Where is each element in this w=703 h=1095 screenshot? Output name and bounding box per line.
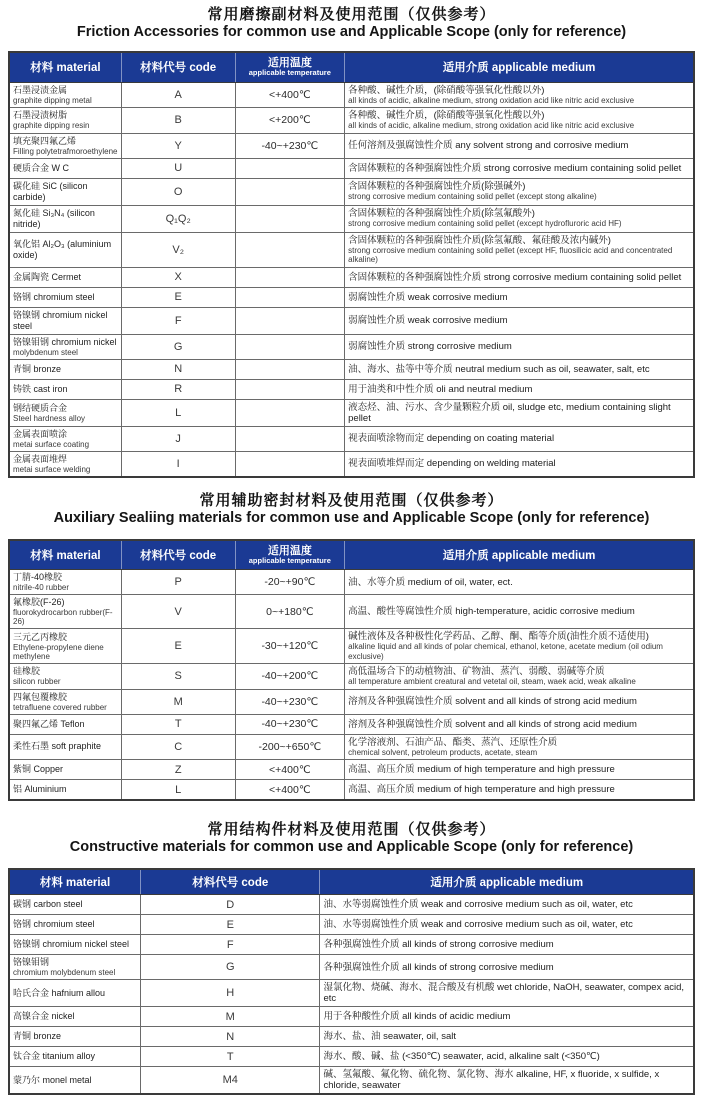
medium-text-zh: 弱腐蚀性介质 weak corrosive medium xyxy=(348,291,508,303)
code-cell: R xyxy=(121,379,235,399)
medium-cell xyxy=(345,664,694,690)
medium-cell xyxy=(345,307,694,334)
material-name-en: graphite dipping resin xyxy=(13,121,90,131)
table-row xyxy=(9,205,694,232)
table-header-row xyxy=(9,52,694,82)
medium-cell xyxy=(320,1027,694,1047)
medium-cell xyxy=(345,629,694,664)
medium-cell xyxy=(345,232,694,267)
material-cell xyxy=(9,955,141,980)
medium-cell xyxy=(345,287,694,307)
temperature-cell xyxy=(235,232,345,267)
material-name-en: nitrile-40 rubber xyxy=(13,583,70,592)
medium-text-zh: 油、水等介质 medium of oil, water, ect. xyxy=(348,576,513,588)
column-header-medium: 适用介质 applicable medium xyxy=(320,869,694,895)
medium-cell xyxy=(320,1007,694,1027)
medium-text-en: all temperature ambient creatural and vetetal oil, steam, waek acid, weak alkaline xyxy=(348,677,636,686)
column-header-medium: 适用介质 applicable medium xyxy=(345,540,694,570)
medium-text-zh: 高温、酸性等腐蚀性介质 high-temperature, acidic corrosive medium xyxy=(348,606,635,617)
material-name-zh: 硅橡胶 xyxy=(13,666,41,677)
medium-text-zh: 用于油类和中性介质 oli and neutral medium xyxy=(348,383,533,395)
medium-text-zh: 溶剂及各种强腐蚀性介质 solvent and all kinds of strong acid medium xyxy=(348,718,637,730)
material-name-zh: 钛合金 titanium alloy xyxy=(13,1051,96,1061)
medium-cell xyxy=(345,780,694,801)
temperature-cell: <+400℃ xyxy=(235,780,345,801)
medium-cell xyxy=(345,205,694,232)
temperature-cell xyxy=(235,399,345,426)
material-cell xyxy=(9,664,121,690)
table-row xyxy=(9,451,694,477)
material-name-zh: 石墨浸渍树脂 xyxy=(13,110,68,121)
medium-text-zh: 视表面喷涂物而定 depending on coating material xyxy=(348,433,555,444)
material-cell xyxy=(9,178,121,205)
code-cell: M xyxy=(141,1007,320,1027)
temperature-cell: -40~+200℃ xyxy=(235,664,345,690)
medium-cell xyxy=(345,379,694,399)
material-name-zh: 钢结硬质合金 xyxy=(13,402,68,413)
material-cell xyxy=(9,895,141,915)
material-cell xyxy=(9,426,121,451)
temperature-cell xyxy=(235,287,345,307)
material-name-zh: 柔性石墨 soft praphite xyxy=(13,741,102,752)
material-name-zh: 填充聚四氟乙烯 xyxy=(13,135,77,146)
material-name-zh: 铬镍钢 chromium nickel steel xyxy=(13,309,108,331)
material-cell xyxy=(9,760,121,780)
table-row xyxy=(9,955,694,980)
material-cell xyxy=(9,359,121,379)
medium-cell xyxy=(345,108,694,134)
temperature-cell xyxy=(235,267,345,287)
table-row xyxy=(9,426,694,451)
friction-title-en: Friction Accessories for common use and Applicable Scope (only for reference) xyxy=(76,24,627,40)
constructive-section xyxy=(8,821,695,1095)
friction-table xyxy=(8,51,695,478)
material-cell xyxy=(9,935,141,955)
medium-text-zh: 液态烃、油、污水、含少量颗粒介质 oil, sludge etc, medium containing slight pellet xyxy=(348,401,671,424)
code-cell: V₂ xyxy=(121,232,235,267)
table-row xyxy=(9,267,694,287)
code-cell: G xyxy=(141,955,320,980)
material-name-zh: 丁腈-40橡胶 xyxy=(13,572,63,582)
column-header-code: 材料代号 code xyxy=(121,540,235,570)
material-name-zh: 铬镍钼钢 chromium nickel xyxy=(13,336,117,347)
temperature-cell: 0~+180℃ xyxy=(235,595,345,629)
medium-text-zh: 油、水等弱腐蚀性介质 weak and corrosive medium such as oil, water, etc xyxy=(323,919,633,930)
table-row xyxy=(9,760,694,780)
code-cell: S xyxy=(121,664,235,690)
temperature-header-zh: 适用温度 xyxy=(267,57,312,69)
code-cell: Y xyxy=(121,133,235,158)
medium-text-zh: 用于各种酸性介质 all kinds of acidic medium xyxy=(323,1011,511,1022)
column-header-temperature xyxy=(235,540,345,570)
material-cell xyxy=(9,287,121,307)
temperature-cell: -200~+650℃ xyxy=(235,734,345,760)
medium-cell xyxy=(320,935,694,955)
table-row xyxy=(9,595,694,629)
medium-text-zh: 高低温场合下的动植物油、矿物油、蒸汽、弱酸、弱碱等介质 xyxy=(348,666,605,677)
material-cell xyxy=(9,915,141,935)
sealing-table xyxy=(8,539,695,802)
code-cell: F xyxy=(141,935,320,955)
medium-text-en: strong corrosive medium containing solid pellet (except stong alkaline) xyxy=(348,192,597,202)
material-cell xyxy=(9,108,121,134)
code-cell: P xyxy=(121,570,235,595)
material-name-zh: 碳钢 carbon steel xyxy=(13,899,83,909)
material-name-en: fluorokydrocarbon rubber(F-26) xyxy=(13,608,113,626)
material-name-zh: 石墨浸渍金属 xyxy=(13,84,68,95)
medium-text-zh: 溶剂及各种强腐蚀性介质 solvent and all kinds of strong acid medium xyxy=(348,696,637,707)
temperature-cell: -40~+230℃ xyxy=(235,689,345,714)
code-cell: M4 xyxy=(141,1067,320,1095)
material-name-en: Filling polytetrafmoroethylene xyxy=(13,146,118,156)
medium-text-zh: 含固体颗粒的各种强腐蚀性介质(除强碱外) xyxy=(348,181,526,193)
code-cell: H xyxy=(141,980,320,1007)
table-row xyxy=(9,379,694,399)
temperature-header-en: applicable temperature xyxy=(248,68,331,77)
temperature-cell: <+400℃ xyxy=(235,82,345,108)
temperature-cell: <+400℃ xyxy=(235,760,345,780)
medium-cell xyxy=(320,915,694,935)
medium-text-zh: 含固体颗粒的各种强腐蚀性介质 strong corrosive medium containing solid pellet xyxy=(348,162,682,174)
table-row xyxy=(9,232,694,267)
table-header-row xyxy=(9,869,694,895)
material-cell xyxy=(9,82,121,108)
table-row xyxy=(9,178,694,205)
code-cell: G xyxy=(121,334,235,359)
code-cell: F xyxy=(121,307,235,334)
code-cell: L xyxy=(121,399,235,426)
table-row xyxy=(9,629,694,664)
code-cell: Z xyxy=(121,760,235,780)
material-name-zh: 金属表面喷涂 xyxy=(13,428,68,439)
medium-text-en: strong corrosive medium containing solid pellet (except HF, fluosilicic acid and concentrated alkaline) xyxy=(348,245,673,264)
material-name-zh: 金属陶瓷 Cermet xyxy=(13,271,82,282)
medium-cell xyxy=(345,426,694,451)
medium-text-zh: 含固体颗粒的各种强腐蚀性介质(除氢氟酸、氟硅酸及浓内碱外) xyxy=(348,234,611,246)
material-name-zh: 铝 Aluminium xyxy=(13,784,67,794)
code-cell: T xyxy=(121,714,235,734)
code-cell: A xyxy=(121,82,235,108)
material-name-en: molybdenum steel xyxy=(13,347,78,357)
medium-text-zh: 油、水等弱腐蚀性介质 weak and corrosive medium such as oil, water, etc xyxy=(323,899,633,910)
code-cell: L xyxy=(121,780,235,801)
temperature-cell xyxy=(235,359,345,379)
material-cell xyxy=(9,379,121,399)
temperature-cell xyxy=(235,426,345,451)
medium-cell xyxy=(345,82,694,108)
code-cell: T xyxy=(141,1047,320,1067)
medium-cell xyxy=(345,451,694,477)
material-cell xyxy=(9,232,121,267)
medium-text-en: chemical solvent, petroleum products, acetate, steam xyxy=(348,747,538,757)
material-name-en: Steel hardness alloy xyxy=(13,413,86,423)
table-row xyxy=(9,895,694,915)
material-name-zh: 铸铁 cast iron xyxy=(13,383,68,394)
friction-title-zh: 常用磨擦副材料及使用范围（仅供参考） xyxy=(207,6,496,23)
table-header-row xyxy=(9,540,694,570)
material-cell xyxy=(9,595,121,629)
material-name-zh: 金属表面堆焊 xyxy=(13,453,68,464)
temperature-cell xyxy=(235,178,345,205)
material-cell xyxy=(9,1067,141,1095)
temperature-cell xyxy=(235,379,345,399)
code-cell: E xyxy=(121,287,235,307)
code-cell: E xyxy=(141,915,320,935)
table-row xyxy=(9,689,694,714)
material-cell xyxy=(9,780,121,801)
material-name-en: tetrafluene covered rubber xyxy=(13,702,107,712)
medium-cell xyxy=(345,178,694,205)
table-row xyxy=(9,1047,694,1067)
medium-cell xyxy=(345,399,694,426)
temperature-cell: -20~+90℃ xyxy=(235,570,345,595)
material-name-zh: 蒙乃尔 monel metal xyxy=(13,1074,92,1085)
material-name-en: graphite dipping metal xyxy=(13,95,92,105)
medium-cell xyxy=(345,158,694,178)
code-cell: C xyxy=(121,734,235,760)
medium-text-en: alkaline liquid and all kinds of polar chemical, ethanol, ketone, acetate medium (oil odium exclusive) xyxy=(348,642,663,661)
material-cell xyxy=(9,307,121,334)
medium-cell xyxy=(345,267,694,287)
medium-cell xyxy=(345,359,694,379)
table-row xyxy=(9,133,694,158)
code-cell: E xyxy=(121,629,235,664)
material-name-zh: 聚四氟乙烯 Teflon xyxy=(13,718,85,729)
medium-cell xyxy=(345,734,694,760)
column-header-material: 材料 material xyxy=(9,52,121,82)
material-name-zh: 铬镍钢 chromium nickel steel xyxy=(13,939,130,949)
code-cell: Q₁Q₂ xyxy=(121,205,235,232)
medium-text-zh: 湿氯化物、烧碱、海水、混合酸及有机酸 wet chloride, NaOH, seawater, compex acid, etc xyxy=(323,982,685,1004)
medium-text-zh: 各种强腐蚀性介质 all kinds of strong corrosive medium xyxy=(323,961,554,973)
constructive-title-en: Constructive materials for common use and Applicable Scope (only for reference) xyxy=(69,839,634,855)
medium-cell xyxy=(320,895,694,915)
material-name-zh: 青铜 bronze xyxy=(13,1031,62,1041)
sealing-section xyxy=(8,492,695,802)
code-cell: B xyxy=(121,108,235,134)
temperature-cell: -30~+120℃ xyxy=(235,629,345,664)
constructive-title-zh: 常用结构件材料及使用范围（仅供参考） xyxy=(207,821,496,838)
temperature-cell: -40~+230℃ xyxy=(235,714,345,734)
material-cell xyxy=(9,451,121,477)
medium-cell xyxy=(320,955,694,980)
column-header-temperature xyxy=(235,52,345,82)
column-header-material: 材料 material xyxy=(9,540,121,570)
material-name-en: metai surface coating xyxy=(13,439,90,449)
medium-cell xyxy=(345,570,694,595)
table-row xyxy=(9,980,694,1007)
code-cell: X xyxy=(121,267,235,287)
table-row xyxy=(9,287,694,307)
material-cell xyxy=(9,629,121,664)
material-cell xyxy=(9,689,121,714)
column-header-code: 材料代号 code xyxy=(141,869,320,895)
material-cell xyxy=(9,1047,141,1067)
table-row xyxy=(9,108,694,134)
code-cell: D xyxy=(141,895,320,915)
material-cell xyxy=(9,133,121,158)
material-cell xyxy=(9,399,121,426)
material-name-en: silicon rubber xyxy=(13,677,61,687)
code-cell: N xyxy=(141,1027,320,1047)
material-name-zh: 紫铜 Copper xyxy=(13,764,64,774)
table-row xyxy=(9,915,694,935)
medium-text-zh: 化学溶液剂、石油产品、酯类、蒸汽、还原性介质 xyxy=(348,736,558,748)
temperature-header-zh: 适用温度 xyxy=(267,544,312,557)
column-header-code: 材料代号 code xyxy=(121,52,235,82)
table-row xyxy=(9,399,694,426)
medium-text-zh: 高温、高压介质 medium of high temperature and high pressure xyxy=(348,764,615,775)
table-row xyxy=(9,734,694,760)
temperature-cell: <+200℃ xyxy=(235,108,345,134)
material-name-zh: 高镍合金 nickel xyxy=(13,1011,75,1021)
medium-cell xyxy=(320,1067,694,1095)
medium-cell xyxy=(320,1047,694,1067)
medium-text-zh: 油、海水、盐等中等介质 neutral medium such as oil, seawater, salt, etc xyxy=(348,363,650,375)
table-row xyxy=(9,1027,694,1047)
temperature-cell xyxy=(235,451,345,477)
sealing-title-zh: 常用辅助密封材料及使用范围（仅供参考） xyxy=(199,491,504,509)
material-cell xyxy=(9,980,141,1007)
material-cell xyxy=(9,205,121,232)
medium-text-zh: 各种强腐蚀性介质 all kinds of strong corrosive medium xyxy=(323,939,554,950)
temperature-cell: -40~+230℃ xyxy=(235,133,345,158)
material-cell xyxy=(9,1027,141,1047)
column-header-material: 材料 material xyxy=(9,869,141,895)
medium-text-en: all kinds of acidic, alkaline medium, strong oxidation acid like nitric acid exclusive xyxy=(348,121,635,130)
friction-section xyxy=(8,6,695,478)
code-cell: U xyxy=(121,158,235,178)
medium-text-zh: 各种酸、碱性介质，(除硝酸等强氧化性酸以外) xyxy=(348,84,545,96)
material-name-zh: 铬钢 chromium steel xyxy=(13,919,95,929)
table-row xyxy=(9,780,694,801)
table-row xyxy=(9,714,694,734)
medium-text-zh: 碱、氢氟酸、氟化物、硫化物、氯化物、海水 alkaline, HF, x fluoride, x sulfide, x chloride, seawater xyxy=(323,1069,660,1091)
sealing-title-en: Auxiliary Sealiing materials for common use and Applicable Scope (only for reference) xyxy=(53,509,650,526)
medium-text-zh: 碱性液体及各种极性化学药品、乙醇、酮、酯等介质(油性介质不适使用) xyxy=(348,631,649,642)
column-header-medium: 适用介质 applicable medium xyxy=(345,52,694,82)
temperature-header-en: applicable temperature xyxy=(248,555,331,565)
table-row xyxy=(9,1067,694,1095)
medium-cell xyxy=(345,133,694,158)
medium-text-zh: 海水、酸、碱、盐 (<350℃) seawater, acid, alkaline salt (<350℃) xyxy=(323,1051,600,1062)
medium-text-zh: 含固体颗粒的各种强腐蚀性介质(除氢氟酸外) xyxy=(348,208,535,220)
code-cell: J xyxy=(121,426,235,451)
medium-text-en: strong corrosive medium containing solid pellet (except hydrofluroric acid HF) xyxy=(348,219,622,229)
material-name-zh: 铬钢 chromium steel xyxy=(13,291,95,302)
material-name-zh: 四氟包覆橡胶 xyxy=(13,691,68,702)
material-cell xyxy=(9,570,121,595)
material-name-en: chromium molybdenum steel xyxy=(13,968,116,977)
medium-text-zh: 弱腐蚀性介质 weak corrosive medium xyxy=(348,315,508,326)
code-cell: M xyxy=(121,689,235,714)
temperature-cell xyxy=(235,158,345,178)
table-row xyxy=(9,1007,694,1027)
material-name-en: metai surface welding xyxy=(13,464,91,474)
material-name-zh: 氮化硅 Si₃N₄ (silicon nitride) xyxy=(13,207,95,229)
material-cell xyxy=(9,734,121,760)
material-name-zh: 氧化铝 Al₂O₃ (aluminium oxide) xyxy=(13,238,112,260)
material-cell xyxy=(9,714,121,734)
material-name-zh: 青铜 bronze xyxy=(13,363,62,374)
temperature-cell xyxy=(235,205,345,232)
material-name-zh: 哈氏合金 hafnium allou xyxy=(13,987,106,998)
medium-text-zh: 含固体颗粒的各种强腐蚀性介质 strong corrosive medium containing solid pellet xyxy=(348,271,682,283)
table-row xyxy=(9,158,694,178)
code-cell: V xyxy=(121,595,235,629)
material-name-zh: 碳化硅 SiC (silicon carbide) xyxy=(13,180,88,202)
medium-text-zh: 弱腐蚀性介质 strong corrosive medium xyxy=(348,341,512,352)
table-row xyxy=(9,570,694,595)
material-cell xyxy=(9,1007,141,1027)
table-row xyxy=(9,82,694,108)
material-name-zh: 铬镍钼钢 xyxy=(13,957,50,967)
medium-cell xyxy=(345,689,694,714)
material-name-zh: 氟橡胶(F-26) xyxy=(13,597,65,607)
table-row xyxy=(9,334,694,359)
table-row xyxy=(9,307,694,334)
medium-text-zh: 任何溶剂及强腐蚀性介质 any solvent strong and corrosive medium xyxy=(348,140,629,151)
medium-cell xyxy=(345,714,694,734)
medium-cell xyxy=(345,334,694,359)
code-cell: I xyxy=(121,451,235,477)
material-cell xyxy=(9,334,121,359)
material-name-zh: 硬质合金 W C xyxy=(13,162,69,173)
code-cell: O xyxy=(121,178,235,205)
material-cell xyxy=(9,158,121,178)
table-row xyxy=(9,359,694,379)
medium-text-zh: 高温、高压介质 medium of high temperature and high pressure xyxy=(348,784,615,795)
material-name-en: Ethylene-propylene diene methylene xyxy=(13,642,104,661)
table-row xyxy=(9,935,694,955)
medium-cell xyxy=(345,760,694,780)
medium-cell xyxy=(345,595,694,629)
code-cell: N xyxy=(121,359,235,379)
material-cell xyxy=(9,267,121,287)
medium-cell xyxy=(320,980,694,1007)
medium-text-zh: 各种酸、碱性介质，(除硝酸等强氧化性酸以外) xyxy=(348,110,545,121)
material-name-zh: 三元乙丙橡胶 xyxy=(13,631,68,642)
medium-text-zh: 视表面喷堆焊而定 depending on welding material xyxy=(348,458,556,469)
temperature-cell xyxy=(235,334,345,359)
constructive-table xyxy=(8,868,695,1095)
temperature-cell xyxy=(235,307,345,334)
medium-text-en: all kinds of acidic, alkaline medium, strong oxidation acid like nitric acid exclusive xyxy=(348,95,635,105)
medium-text-zh: 海水、盐、油 seawater, oil, salt xyxy=(323,1031,456,1042)
table-row xyxy=(9,664,694,690)
